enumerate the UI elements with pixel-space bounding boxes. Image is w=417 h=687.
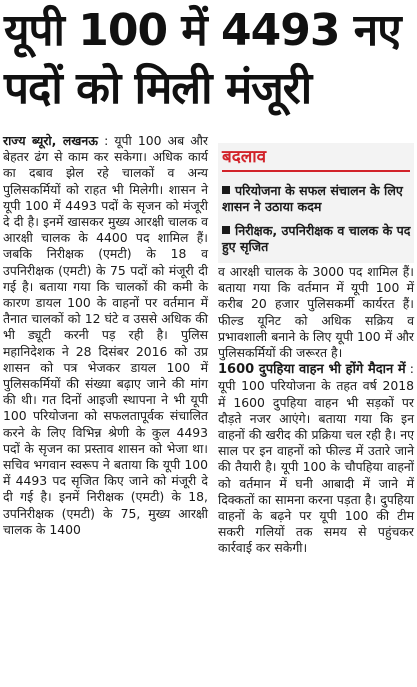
sidebar-item	[222, 183, 412, 215]
section-subhead: 1600 दुपहिया वाहन भी होंगे मैदान में	[218, 362, 406, 378]
sidebar-box	[218, 143, 414, 263]
sidebar-tag: बदलाव	[222, 147, 267, 167]
left-column	[3, 133, 208, 538]
right-column	[218, 264, 414, 557]
right-column-paragraph-2	[218, 361, 414, 556]
square-bullet-icon	[222, 186, 230, 194]
headline	[4, 2, 416, 118]
headline-line-2: पदों को मिली मंजूरी	[4, 63, 312, 114]
dateline: राज्य ब्यूरो, लखनऊ	[3, 133, 98, 148]
sidebar-item-text: परियोजना के सफल संचालन के लिए शासन ने उठाया कदम	[222, 183, 403, 214]
sidebar-divider	[222, 170, 410, 172]
right-column-paragraph-1: व आरक्षी चालक के 3000 पद शामिल हैं। बताया गया कि वर्तमान में यूपी 100 में करीब 20 हजार पुलिसकर्मी कार्यरत हैं। फील्ड यूनिट को अधिक सक्रिय व प्रभावशाली बनाने के लिए यूपी 100 में और पुलिसकर्मियों की जरूरत है।	[218, 264, 414, 361]
square-bullet-icon	[222, 226, 230, 234]
sidebar-item	[222, 223, 412, 255]
sidebar-item-text: निरीक्षक, उपनिरीक्षक व चालक के पद हुए सृजित	[222, 223, 411, 254]
left-column-paragraph	[3, 133, 208, 538]
left-column-text: : यूपी 100 अब और बेहतर ढंग से काम कर सकेगा। अधिक कार्य का दबाव झेल रहे चालकों व अन्य पुलिसकर्मियों को राहत भी मिलेगी। शासन ने यूपी 100 में 4493 पदों के सृजन को मंजूरी दे दी है। इनमें खासकर मुख्य आरक्षी चालक व आरक्षी चालक के 4400 पद शामिल हैं। जबकि निरीक्षक (एमटी) के 18 व उपनिरीक्षक (एमटी) के 75 पदों को मंजूरी दी गई है। बताया गया कि चालकों की कमी के कारण डायल 100 के वाहनों पर वर्तमान में तैनात चालकों को 12 घंटे व उससे अधिक की भी ड्यूटी करनी पड़ रही है। पुलिस महानिदेशक ने 28 दिसंबर 2016 को उप्र शासन को पत्र भेजकर डायल 100 में पुलिसकर्मियों की संख्या बढ़ाए जाने की मांग की थी। गत दिनों आइजी स्थापना ने भी यूपी 100 परियोजना को सफलतापूर्वक संचालित करने के लिए विभिन्न श्रेणी के कुल 4493 पदों के सृजन का प्रस्ताव शासन को भेजा था। सचिव भगवान स्वरूप ने बताया कि यूपी 100 में 4493 पद सृजित किए जाने को मंजूरी दे दी गई है। इनमें निरीक्षक (एमटी) के 18, उपनिरीक्षक (एमटी) के 75, मुख्य आरक्षी चालक के 1400	[3, 133, 208, 537]
right-column-text: : यूपी 100 परियोजना के तहत वर्ष 2018 में 1600 दुपहिया वाहन भी सड़कों पर दौड़ते नजर आएंगे। बताया गया कि इन वाहनों की खरीद की प्रक्रिया चल रही है। नए साल पर इन वाहनों को फील्ड में उतारे जाने की तैयारी है। यूपी 100 के चौपहिया वाहनों को वर्तमान में घनी आबादी में जाने में दिक्कतों का सामना करना पड़ता है। दुपहिया वाहनों के बढ़ने पर यूपी 100 की टीम सकरी गलियों तक समय से पहुंचकर कार्रवाई कर सकेगी।	[218, 361, 414, 556]
headline-line-1: यूपी 100 में 4493 नए	[4, 5, 401, 56]
